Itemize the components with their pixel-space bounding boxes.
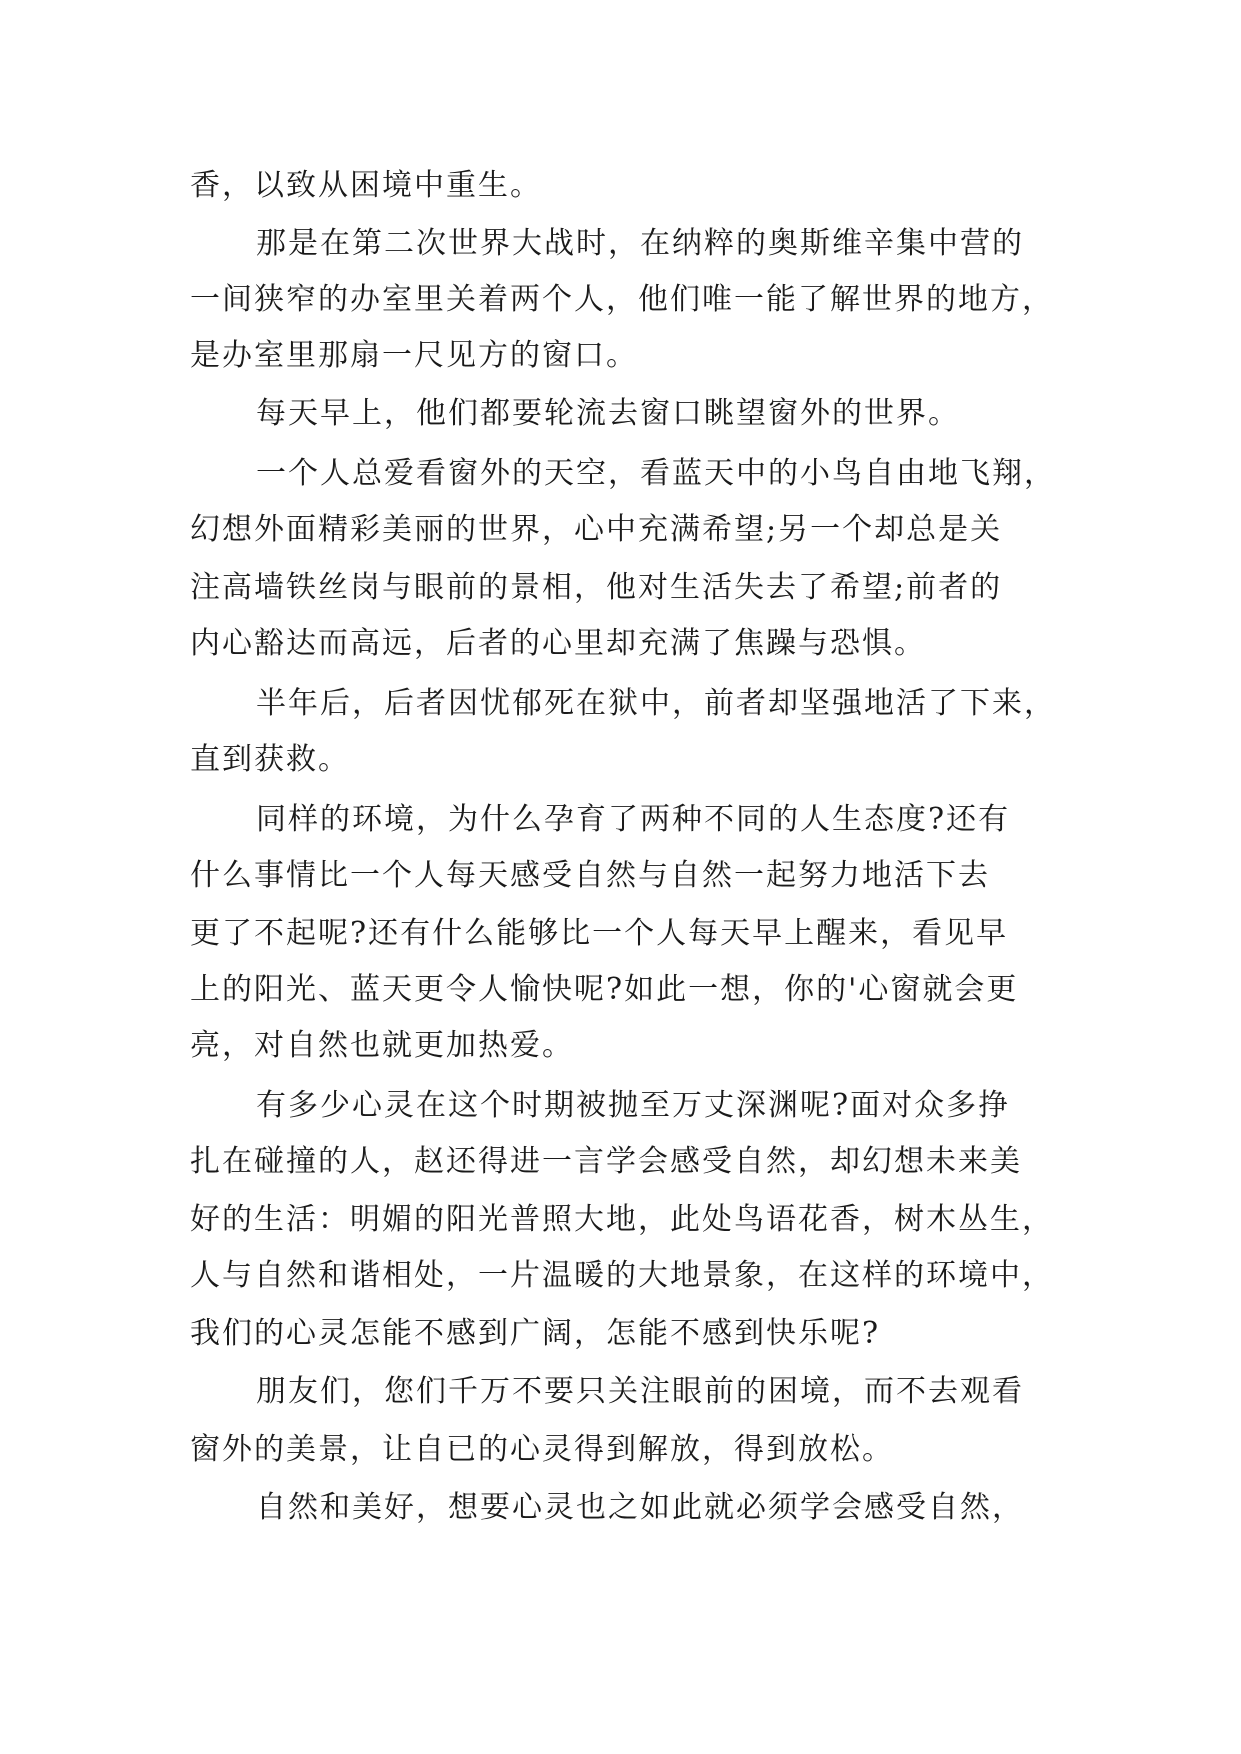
paragraph-first-line: 朋友们，您们千万不要只关注眼前的困境，而不去观看 <box>256 1374 1024 1409</box>
text-line: 上的阳光、蓝天更令人愉快呢?如此一想，你的'心窗就会更 <box>190 972 1019 1007</box>
paragraph-first-line: 每天早上，他们都要轮流去窗口眺望窗外的世界。 <box>256 396 960 431</box>
paragraph-first-line: 同样的环境，为什么孕育了两种不同的人生态度?还有 <box>256 802 1011 837</box>
text-line: 窗外的美景，让自已的心灵得到解放，得到放松。 <box>190 1432 894 1467</box>
text-line: 更了不起呢?还有什么能够比一个人每天早上醒来，看见早 <box>190 916 1009 951</box>
paragraph-first-line: 有多少心灵在这个时期被抛至万丈深渊呢?面对众多挣 <box>256 1088 1011 1123</box>
text-line: 是办室里那扇一尺见方的窗口。 <box>190 338 638 373</box>
paragraph-first-line: 半年后，后者因忧郁死在狱中，前者却坚强地活了下来， <box>256 686 1056 721</box>
text-line: 什么事情比一个人每天感受自然与自然一起努力地活下去 <box>190 858 990 893</box>
text-line: 人与自然和谐相处，一片温暖的大地景象，在这样的环境中， <box>190 1258 1054 1293</box>
text-line: 香，以致从困境中重生。 <box>190 168 542 203</box>
text-line: 亮，对自然也就更加热爱。 <box>190 1028 574 1063</box>
text-line: 内心豁达而高远，后者的心里却充满了焦躁与恐惧。 <box>190 626 926 661</box>
paragraph-first-line: 一个人总爱看窗外的天空，看蓝天中的小鸟自由地飞翔， <box>256 456 1056 491</box>
text-line: 注高墙铁丝岗与眼前的景相，他对生活失去了希望;前者的 <box>190 570 1003 605</box>
text-line: 一间狭窄的办室里关着两个人，他们唯一能了解世界的地方， <box>190 282 1054 317</box>
text-line: 我们的心灵怎能不感到广阔，怎能不感到快乐呢? <box>190 1316 881 1351</box>
text-line: 直到获救。 <box>190 742 350 777</box>
text-line: 幻想外面精彩美丽的世界，心中充满希望;另一个却总是关 <box>190 512 1003 547</box>
text-line: 扎在碰撞的人，赵还得进一言学会感受自然，却幻想未来美 <box>190 1144 1022 1179</box>
text-line: 好的生活：明媚的阳光普照大地，此处鸟语花香，树木丛生， <box>190 1202 1054 1237</box>
paragraph-first-line: 自然和美好，想要心灵也之如此就必须学会感受自然， <box>256 1490 1024 1525</box>
paragraph-first-line: 那是在第二次世界大战时，在纳粹的奥斯维辛集中营的 <box>256 226 1024 261</box>
